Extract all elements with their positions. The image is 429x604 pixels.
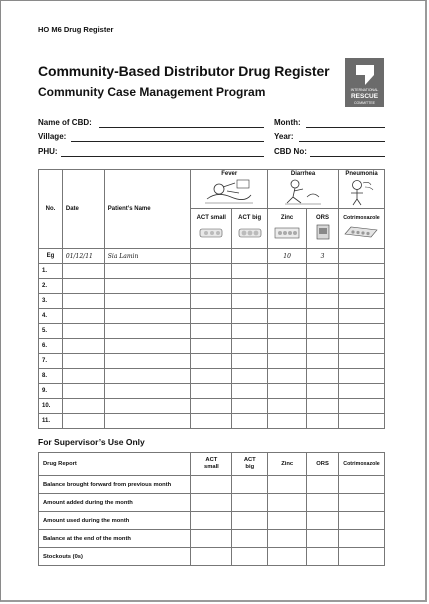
zinc-cell[interactable] <box>268 354 307 369</box>
act-small-label: ACT small <box>196 215 226 221</box>
ors-cell[interactable] <box>307 339 339 354</box>
row-number: 7. <box>39 354 63 369</box>
cotrimoxazole-cell[interactable] <box>338 294 384 309</box>
date-cell[interactable] <box>62 339 104 354</box>
sup-zinc-cell[interactable] <box>268 494 307 512</box>
drug-register-table <box>38 169 385 429</box>
date-cell[interactable] <box>62 309 104 324</box>
example-date: 01/12/11 <box>62 249 104 264</box>
supervisor-row <box>39 512 385 530</box>
logo-line-3: COMMITTEE <box>354 101 375 105</box>
table-row <box>39 294 385 309</box>
fever-label: Fever <box>221 171 238 177</box>
cotrimoxazole-cell[interactable] <box>338 414 384 429</box>
act-small-cell[interactable] <box>191 279 232 294</box>
supervisor-rows <box>39 476 385 566</box>
ors-cell[interactable] <box>307 264 339 279</box>
sup-act-big-header: ACT big <box>232 453 268 476</box>
phu-field[interactable] <box>61 156 264 157</box>
table-row <box>39 339 385 354</box>
supervisor-row <box>39 494 385 512</box>
act-big-cell[interactable] <box>232 324 268 339</box>
zinc-cell[interactable] <box>268 324 307 339</box>
col-no-header: No. <box>39 170 63 249</box>
pneumonia-illustration <box>341 177 381 207</box>
date-cell[interactable] <box>62 294 104 309</box>
sup-zinc-cell[interactable] <box>268 530 307 548</box>
drug-report-header: Drug Report <box>39 453 191 476</box>
ors-cell[interactable] <box>307 294 339 309</box>
name-of-cbd-label: Name of CBD: <box>38 118 92 127</box>
ors-cell[interactable] <box>307 369 339 384</box>
sup-cotrimoxazole-cell[interactable] <box>339 548 385 566</box>
sup-act-small-cell[interactable] <box>191 548 232 566</box>
act-big-cell[interactable] <box>232 264 268 279</box>
cbd-no-field[interactable] <box>310 156 385 157</box>
table-row <box>39 264 385 279</box>
sup-act-small-header: ACT small <box>191 453 232 476</box>
patient-cell[interactable] <box>104 294 191 309</box>
act-big-blister-icon <box>238 227 262 239</box>
zinc-cell[interactable] <box>268 339 307 354</box>
patient-cell[interactable] <box>104 279 191 294</box>
row-number: 11. <box>39 414 63 429</box>
cotrimoxazole-cell[interactable] <box>338 264 384 279</box>
zinc-cell[interactable] <box>268 399 307 414</box>
act-big-cell[interactable] <box>232 384 268 399</box>
diarrhea-group-header <box>268 170 339 209</box>
month-label: Month: <box>274 118 301 127</box>
patient-cell[interactable] <box>104 309 191 324</box>
act-big-cell[interactable] <box>232 279 268 294</box>
sup-zinc-cell[interactable] <box>268 512 307 530</box>
act-small-cell[interactable] <box>191 369 232 384</box>
table-row <box>39 324 385 339</box>
zinc-cell[interactable] <box>268 384 307 399</box>
year-label: Year: <box>274 132 294 141</box>
sup-ors-cell[interactable] <box>307 530 339 548</box>
ors-cell[interactable] <box>307 354 339 369</box>
act-small-cell[interactable] <box>191 309 232 324</box>
logo-line-2: RESCUE <box>350 93 379 100</box>
example-patient: Sia Lamin <box>104 249 191 264</box>
diarrhea-label: Diarrhea <box>290 171 316 177</box>
sup-act-big-cell[interactable] <box>232 494 268 512</box>
table-row <box>39 279 385 294</box>
table-row <box>39 369 385 384</box>
ors-cell[interactable] <box>307 324 339 339</box>
sup-ors-cell[interactable] <box>307 548 339 566</box>
phu-label: PHU: <box>38 147 58 156</box>
cotrimoxazole-cell[interactable] <box>338 309 384 324</box>
date-cell[interactable] <box>62 399 104 414</box>
table-row <box>39 354 385 369</box>
row-number: 4. <box>39 309 63 324</box>
ors-cell[interactable] <box>307 279 339 294</box>
ors-cell[interactable] <box>307 384 339 399</box>
supervisor-title: For Supervisor’s Use Only <box>38 437 145 447</box>
patient-cell[interactable] <box>104 264 191 279</box>
village-label: Village: <box>38 132 67 141</box>
ors-cell[interactable] <box>307 399 339 414</box>
act-big-cell[interactable] <box>232 354 268 369</box>
example-row <box>39 249 385 264</box>
sup-act-big-cell[interactable] <box>232 512 268 530</box>
patient-cell[interactable] <box>104 339 191 354</box>
cotrimoxazole-cell[interactable] <box>338 324 384 339</box>
zinc-blister-icon <box>274 227 300 239</box>
register-rows <box>39 264 385 429</box>
zinc-cell[interactable] <box>268 294 307 309</box>
village-field[interactable] <box>71 141 264 142</box>
table-row <box>39 414 385 429</box>
example-cotrimoxazole[interactable] <box>338 249 384 264</box>
row-number: 2. <box>39 279 63 294</box>
patient-cell[interactable] <box>104 414 191 429</box>
row-number: 9. <box>39 384 63 399</box>
supervisor-table <box>38 452 385 566</box>
zinc-header <box>268 209 307 249</box>
act-small-cell[interactable] <box>191 414 232 429</box>
cotrimoxazole-cell[interactable] <box>338 384 384 399</box>
name-of-cbd-field[interactable] <box>99 127 264 128</box>
ors-label: ORS <box>316 215 330 221</box>
example-act-big[interactable] <box>232 249 268 264</box>
date-cell[interactable] <box>62 414 104 429</box>
cbd-no-label: CBD No: <box>274 147 307 156</box>
sup-ors-cell[interactable] <box>307 494 339 512</box>
sup-zinc-cell[interactable] <box>268 548 307 566</box>
cotrimoxazole-cell[interactable] <box>338 399 384 414</box>
act-big-cell[interactable] <box>232 399 268 414</box>
act-small-cell[interactable] <box>191 384 232 399</box>
act-big-cell[interactable] <box>232 414 268 429</box>
cotrimoxazole-label: Cotrimoxazole <box>343 215 380 221</box>
pneumonia-group-header <box>338 170 384 209</box>
sup-zinc-header: Zinc <box>268 453 307 476</box>
zinc-cell[interactable] <box>268 414 307 429</box>
supervisor-row-label: Amount added during the month <box>39 494 191 512</box>
cotrimoxazole-header <box>338 209 384 249</box>
table-row <box>39 384 385 399</box>
row-number: 3. <box>39 294 63 309</box>
ors-sachet-icon <box>315 224 331 240</box>
page-subtitle: Community Case Management Program <box>38 85 266 99</box>
zinc-cell[interactable] <box>268 264 307 279</box>
sup-zinc-cell[interactable] <box>268 476 307 494</box>
patient-cell[interactable] <box>104 324 191 339</box>
supervisor-row-label: Stockouts (0s) <box>39 548 191 566</box>
zinc-cell[interactable] <box>268 279 307 294</box>
sup-act-small-cell[interactable] <box>191 512 232 530</box>
supervisor-row-label: Amount used during the month <box>39 512 191 530</box>
sup-act-small-cell[interactable] <box>191 494 232 512</box>
supervisor-row <box>39 476 385 494</box>
act-big-cell[interactable] <box>232 294 268 309</box>
page-title: Community-Based Distributor Drug Register <box>38 63 330 79</box>
act-big-cell[interactable] <box>232 369 268 384</box>
example-ors: 3 <box>307 249 339 264</box>
supervisor-row-label: Balance brought forward from previous month <box>39 476 191 494</box>
act-small-cell[interactable] <box>191 354 232 369</box>
col-date-header: Date <box>62 170 104 249</box>
sup-ors-header: ORS <box>307 453 339 476</box>
date-cell[interactable] <box>62 279 104 294</box>
sup-cotrimoxazole-cell[interactable] <box>339 512 385 530</box>
sup-act-big-cell[interactable] <box>232 476 268 494</box>
act-big-cell[interactable] <box>232 339 268 354</box>
act-small-cell[interactable] <box>191 399 232 414</box>
year-field[interactable] <box>299 141 385 142</box>
sup-cotrimoxazole-cell[interactable] <box>339 530 385 548</box>
act-small-cell[interactable] <box>191 294 232 309</box>
supervisor-row <box>39 548 385 566</box>
diarrhea-illustration <box>275 177 331 207</box>
cotrimoxazole-cell[interactable] <box>338 354 384 369</box>
row-number: 8. <box>39 369 63 384</box>
ors-cell[interactable] <box>307 414 339 429</box>
col-patient-header: Patient’s Name <box>104 170 191 249</box>
sup-act-big-cell[interactable] <box>232 548 268 566</box>
sup-act-small-cell[interactable] <box>191 530 232 548</box>
example-act-small[interactable] <box>191 249 232 264</box>
date-cell[interactable] <box>62 384 104 399</box>
patient-cell[interactable] <box>104 354 191 369</box>
date-cell[interactable] <box>62 354 104 369</box>
sup-ors-cell[interactable] <box>307 476 339 494</box>
patient-cell[interactable] <box>104 384 191 399</box>
ors-header <box>307 209 339 249</box>
zinc-cell[interactable] <box>268 369 307 384</box>
month-field[interactable] <box>306 127 385 128</box>
example-zinc: 10 <box>268 249 307 264</box>
patient-cell[interactable] <box>104 369 191 384</box>
act-small-cell[interactable] <box>191 264 232 279</box>
row-number: 1. <box>39 264 63 279</box>
logo-line-1: INTERNATIONAL <box>350 88 379 92</box>
fever-illustration <box>201 177 257 207</box>
example-no: Eg <box>39 249 63 264</box>
sup-ors-cell[interactable] <box>307 512 339 530</box>
table-row <box>39 309 385 324</box>
sup-act-big-cell[interactable] <box>232 530 268 548</box>
table-row <box>39 399 385 414</box>
sup-cotrimoxazole-cell[interactable] <box>339 476 385 494</box>
act-small-blister-icon <box>199 227 223 239</box>
pneumonia-label: Pneumonia <box>345 171 378 177</box>
sup-cotrimoxazole-cell[interactable] <box>339 494 385 512</box>
irc-logo <box>345 58 384 107</box>
zinc-cell[interactable] <box>268 309 307 324</box>
row-number: 6. <box>39 339 63 354</box>
act-big-cell[interactable] <box>232 309 268 324</box>
fever-group-header <box>191 170 268 209</box>
document-code: HO M6 Drug Register <box>38 25 114 34</box>
patient-cell[interactable] <box>104 399 191 414</box>
sup-cotrimoxazole-header: Cotrimoxazole <box>339 453 385 476</box>
act-big-label: ACT big <box>238 215 262 221</box>
date-cell[interactable] <box>62 264 104 279</box>
date-cell[interactable] <box>62 324 104 339</box>
date-cell[interactable] <box>62 369 104 384</box>
row-number: 5. <box>39 324 63 339</box>
row-number: 10. <box>39 399 63 414</box>
irc-mark-icon <box>353 63 377 87</box>
cotrimoxazole-cell[interactable] <box>338 279 384 294</box>
act-small-cell[interactable] <box>191 324 232 339</box>
act-small-cell[interactable] <box>191 339 232 354</box>
act-small-header <box>191 209 232 249</box>
cotrimoxazole-cell[interactable] <box>338 339 384 354</box>
sup-act-small-cell[interactable] <box>191 476 232 494</box>
supervisor-row-label: Balance at the end of the month <box>39 530 191 548</box>
ors-cell[interactable] <box>307 309 339 324</box>
cotrimoxazole-cell[interactable] <box>338 369 384 384</box>
act-big-header <box>232 209 268 249</box>
zinc-label: Zinc <box>280 215 294 221</box>
cotrimoxazole-blister-icon <box>343 225 379 239</box>
supervisor-row <box>39 530 385 548</box>
